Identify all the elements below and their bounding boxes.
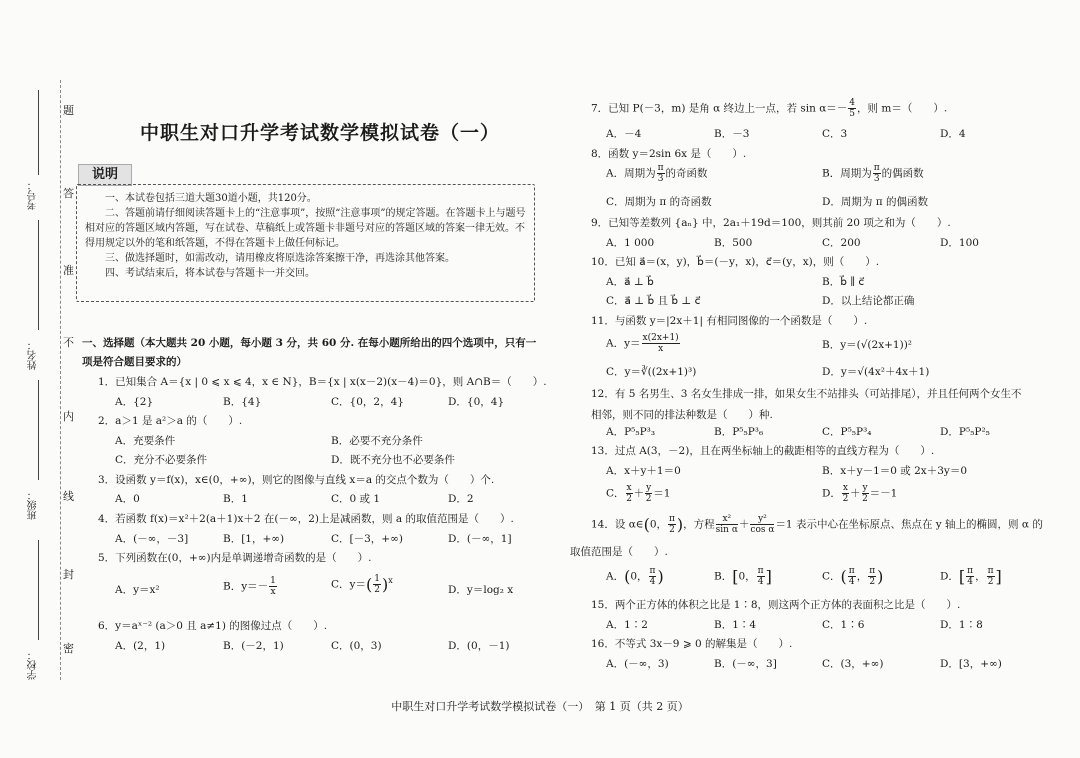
fraction: $\frac{\pi}{3}$ — [657, 163, 664, 184]
option-c: C．( $\frac{\pi}{4}$ ， $\frac{\pi}{2}$ ) — [822, 566, 884, 587]
note-item: 一、本试卷包括三道大题30道小题，共120分。 — [105, 193, 317, 204]
option-b: B．(－∞，3] — [714, 658, 777, 670]
question-15: 15．两个正方体的体积之比是 1∶8，则这两个正方体的表面积之比是（ ）. — [591, 599, 961, 611]
option-c: C．周期为 π 的奇函数 — [606, 196, 712, 208]
option-c: C．(0，3) — [331, 640, 382, 652]
question-1: 1．已知集合 A＝{x | 0 ⩽ x ⩽ 4，x ∈ N}，B＝{x | x(x－2)(x－4)＝0}，则 A∩B＝（ ）. — [98, 376, 547, 388]
option-c: C．y＝( $\frac{1}{2}$ )$^x$ — [331, 574, 393, 595]
option-c: C．P⁵₅P³₄ — [822, 426, 872, 438]
option-c: C．{0，2，4} — [331, 396, 404, 408]
option-b: B．1 — [223, 493, 248, 505]
option-d: D．[ $\frac{\pi}{4}$ ， $\frac{\pi}{2}$ ] — [940, 566, 1002, 587]
option-c: C．[－3，+∞) — [331, 533, 403, 545]
question-11: 11．与函数 y＝|2x＋1| 有相同图像的一个函数是（ ）. — [591, 315, 868, 327]
option-d: D．P⁵₅P²₅ — [940, 426, 990, 438]
option-d: D．{0，4} — [448, 396, 505, 408]
option-d: D．1∶8 — [940, 619, 983, 631]
option-a: A．周期为 $\frac{\pi}{3}$ 的奇函数 — [606, 163, 708, 184]
fraction: $\frac{x}{2}$ — [842, 483, 849, 504]
option-a: A．(0， $\frac{\pi}{4}$ ) — [606, 566, 664, 587]
question-7: 7．已知 P(－3，m) 是角 α 终边上一点，若 sin α＝－ $\frac{4}{5}$ ，则 m＝（ ）. — [591, 98, 948, 119]
note-item: 三、做选择题时，如需改动，请用橡皮将原选涂答案擦干净，再选涂其他答案。 — [105, 253, 455, 264]
option-a: A．y＝ $\frac{x(2x+1)}{x}$ — [606, 333, 679, 354]
question-9: 9．已知等差数列 {aₙ} 中，2a₁＋19d＝100，则其前 20 项之和为（ ）. — [591, 217, 951, 229]
seal-char: 内 — [63, 410, 74, 423]
option-c: C．200 — [822, 237, 861, 249]
question-4: 4．若函数 f(x)＝x²＋2(a＋1)x＋2 在(－∞，2)上是减函数，则 a 的取值范围是（ ）. — [98, 513, 514, 525]
option-a: A．0 — [115, 493, 140, 505]
question-10: 10．已知 a⃗＝(x，y)，b⃗＝(－y，x)，c⃗＝(y，x)，则（ ）. — [591, 256, 880, 268]
option-c: C．3 — [822, 128, 848, 140]
option-c: C． $\frac{x}{2}$ ＋ $\frac{y}{2}$ ＝1 — [606, 483, 671, 504]
option-c: C．0 或 1 — [331, 493, 381, 505]
option-d: D． $\frac{x}{2}$ ＋ $\frac{y}{2}$ ＝－1 — [822, 483, 898, 504]
option-d: D．以上结论都正确 — [822, 295, 915, 307]
question-3: 3．设函数 y＝f(x)，x∈(0，+∞)，则它的图像与直线 x＝a 的交点个数为（ ）个. — [98, 474, 495, 486]
option-c: C．(3，+∞) — [822, 658, 884, 670]
option-b: B．－3 — [714, 128, 750, 140]
option-a: A．y＝x² — [115, 584, 160, 596]
option-c: C．1∶6 — [822, 619, 865, 631]
fraction: $\frac{\pi}{2}$ — [669, 514, 675, 535]
option-b: B．[0， $\frac{\pi}{4}$ ] — [714, 566, 772, 587]
seal-line — [60, 80, 62, 680]
option-b — [223, 576, 278, 597]
option-d: D．100 — [940, 237, 979, 249]
fraction: $\frac{\pi}{3}$ — [873, 163, 880, 184]
margin-label-name: 姓名： — [28, 340, 39, 370]
option-d: D．y＝√(4x²＋4x＋1) — [822, 366, 930, 378]
option-a: A．充要条件 — [115, 435, 176, 447]
question-14: 14．设 α∈(0， $\frac{\pi}{2}$ )，方程 $\frac{\text{x²}}{\text{sin α}}$ ＋ $\frac{\text{y²}}{\text{cos α}}$ ＝1 表示中心在坐标原点、焦点在 y 轴上的椭圆，则 α 的 — [591, 514, 1043, 535]
option-a: A．P⁵₅P³₃ — [606, 426, 656, 438]
option-d: D．4 — [940, 128, 966, 140]
question-2: 2．a＞1 是 a²＞a 的（ ）. — [98, 415, 243, 427]
fill-line — [38, 90, 40, 175]
option-a: A．(－∞，－3] — [115, 533, 189, 545]
option-a: A．(2，1) — [115, 640, 166, 652]
option-d: D．(0，－1) — [448, 640, 510, 652]
option-c: C．a⃗ ⊥ b⃗ 且 b⃗ ⊥ c⃗ — [606, 295, 701, 307]
option-d: D．[3，+∞) — [940, 658, 1002, 670]
option-text: B．y＝－ — [223, 580, 269, 593]
section-heading: 一、选择题（本大题共 20 小题，每小题 3 分，共 60 分. 在每小题所给出的四个选项中，只有一项是符合题目要求的） — [82, 337, 537, 368]
option-d: D．y＝log₂ x — [448, 584, 514, 596]
seal-char: 题 — [63, 104, 74, 117]
option-b: B．{4} — [223, 396, 262, 408]
notes-box — [76, 184, 535, 302]
fraction: $\frac{1}{2}$ — [374, 574, 380, 595]
exponent: x — [388, 576, 393, 585]
fraction: $\frac{x(2x+1)}{x}$ — [642, 333, 679, 354]
option-b: B．[1，+∞) — [223, 533, 285, 545]
fill-line — [38, 380, 40, 480]
question-12: 12．有 5 名男生、3 名女生排成一排，如果女生不站排头（可站排尾），并且任何两个女生不相邻，则不同的排法种数是（ ）种. — [591, 388, 1022, 421]
fraction: $\frac{x}{2}$ — [626, 483, 632, 504]
fraction: $\frac{y}{2}$ — [862, 483, 868, 504]
question-13: 13．过点 A(3，－2)，且在两坐标轴上的截距相等的直线方程为（ ）. — [591, 445, 935, 457]
option-b: B．1∶4 — [714, 619, 757, 631]
option-b: B．P⁵₅P³₆ — [714, 426, 764, 438]
fraction: $\frac{4}{5}$ — [849, 98, 856, 119]
option-a: A．1 000 — [606, 237, 655, 249]
option-b: B．b⃗ ∥ c⃗ — [822, 276, 865, 288]
note-item: 四、考试结束后，将本试卷与答题卡一并交回。 — [105, 268, 315, 279]
page-title: 中职生对口升学考试数学模拟试卷（一） — [140, 122, 501, 144]
option-a: A．x＋y＋1＝0 — [606, 465, 681, 477]
fraction: $\frac{y}{2}$ — [645, 483, 652, 504]
option-a: A．a⃗ ⊥ b⃗ — [606, 276, 654, 288]
fill-line — [38, 540, 40, 640]
option-a: A．－4 — [606, 128, 642, 140]
option-c: C．y＝∛((2x+1)³) — [606, 366, 697, 378]
option-b: B．必要不充分条件 — [331, 435, 423, 447]
option-c: C．充分不必要条件 — [115, 454, 208, 466]
seal-char: 封 — [63, 568, 74, 581]
option-text: C．y＝ — [331, 578, 366, 591]
option-d: D．既不充分也不必要条件 — [331, 454, 455, 466]
option-b: B．y＝(√(2x+1))² — [822, 339, 913, 351]
seal-char: 不 — [63, 336, 74, 349]
option-b: B．500 — [714, 237, 753, 249]
note-item: 二、答题前请仔细阅读答题卡上的“注意事项”，按照“注意事项”的规定答题。在答题卡上与题号相对应的答题区域内答题，写在试卷、草稿纸上或答题卡非题号对应的答题区域的答案一律无效。不得用规定以外的笔和纸答题，不得在答题卡上做任何标记。 — [85, 208, 526, 249]
question-14-tail: 取值范围是（ ）. — [570, 546, 668, 558]
question-6: 6．y＝aˣ⁻² (a＞0 且 a≠1) 的图像过点（ ）. — [98, 620, 328, 632]
margin-label-exam-number: 考号： — [28, 180, 39, 210]
seal-char: 准 — [63, 264, 74, 277]
option-b: B．周期为 $\frac{\pi}{3}$ 的偶函数 — [822, 163, 924, 184]
option-d: D．周期为 π 的偶函数 — [822, 196, 928, 208]
question-16: 16．不等式 3x－9 ⩾ 0 的解集是（ ）. — [591, 638, 793, 650]
fraction: $\frac{\text{x²}}{\text{sin α}}$ — [715, 514, 738, 535]
fraction: $\frac{1}{x}$ — [270, 576, 276, 597]
option-b: B．(－2，1) — [223, 640, 284, 652]
option-a: A．{2} — [115, 396, 154, 408]
page-footer: 中职生对口升学考试数学模拟试卷（一） 第 1 页（共 2 页） — [391, 700, 689, 713]
option-b: B．x＋y－1＝0 或 2x＋3y＝0 — [822, 465, 968, 477]
seal-char: 线 — [63, 490, 74, 503]
option-d: D．2 — [448, 493, 474, 505]
question-8: 8．函数 y＝2sin 6x 是（ ）. — [591, 148, 747, 160]
margin-label-class: 班级： — [28, 490, 39, 520]
option-a: A．1∶2 — [606, 619, 648, 631]
fraction: $\frac{\text{y²}}{\text{cos α}}$ — [750, 514, 775, 535]
margin-label-school: 学校： — [28, 650, 39, 680]
question-5: 5．下列函数在(0，+∞)内是单调递增奇函数的是（ ）. — [98, 552, 372, 564]
seal-char: 答 — [63, 187, 74, 200]
fill-line — [38, 220, 40, 330]
option-a: A．(－∞，3) — [606, 658, 669, 670]
notes-header: 说明 — [78, 164, 132, 186]
option-d: D．(－∞，1] — [448, 533, 512, 545]
seal-char: 密 — [63, 642, 74, 655]
